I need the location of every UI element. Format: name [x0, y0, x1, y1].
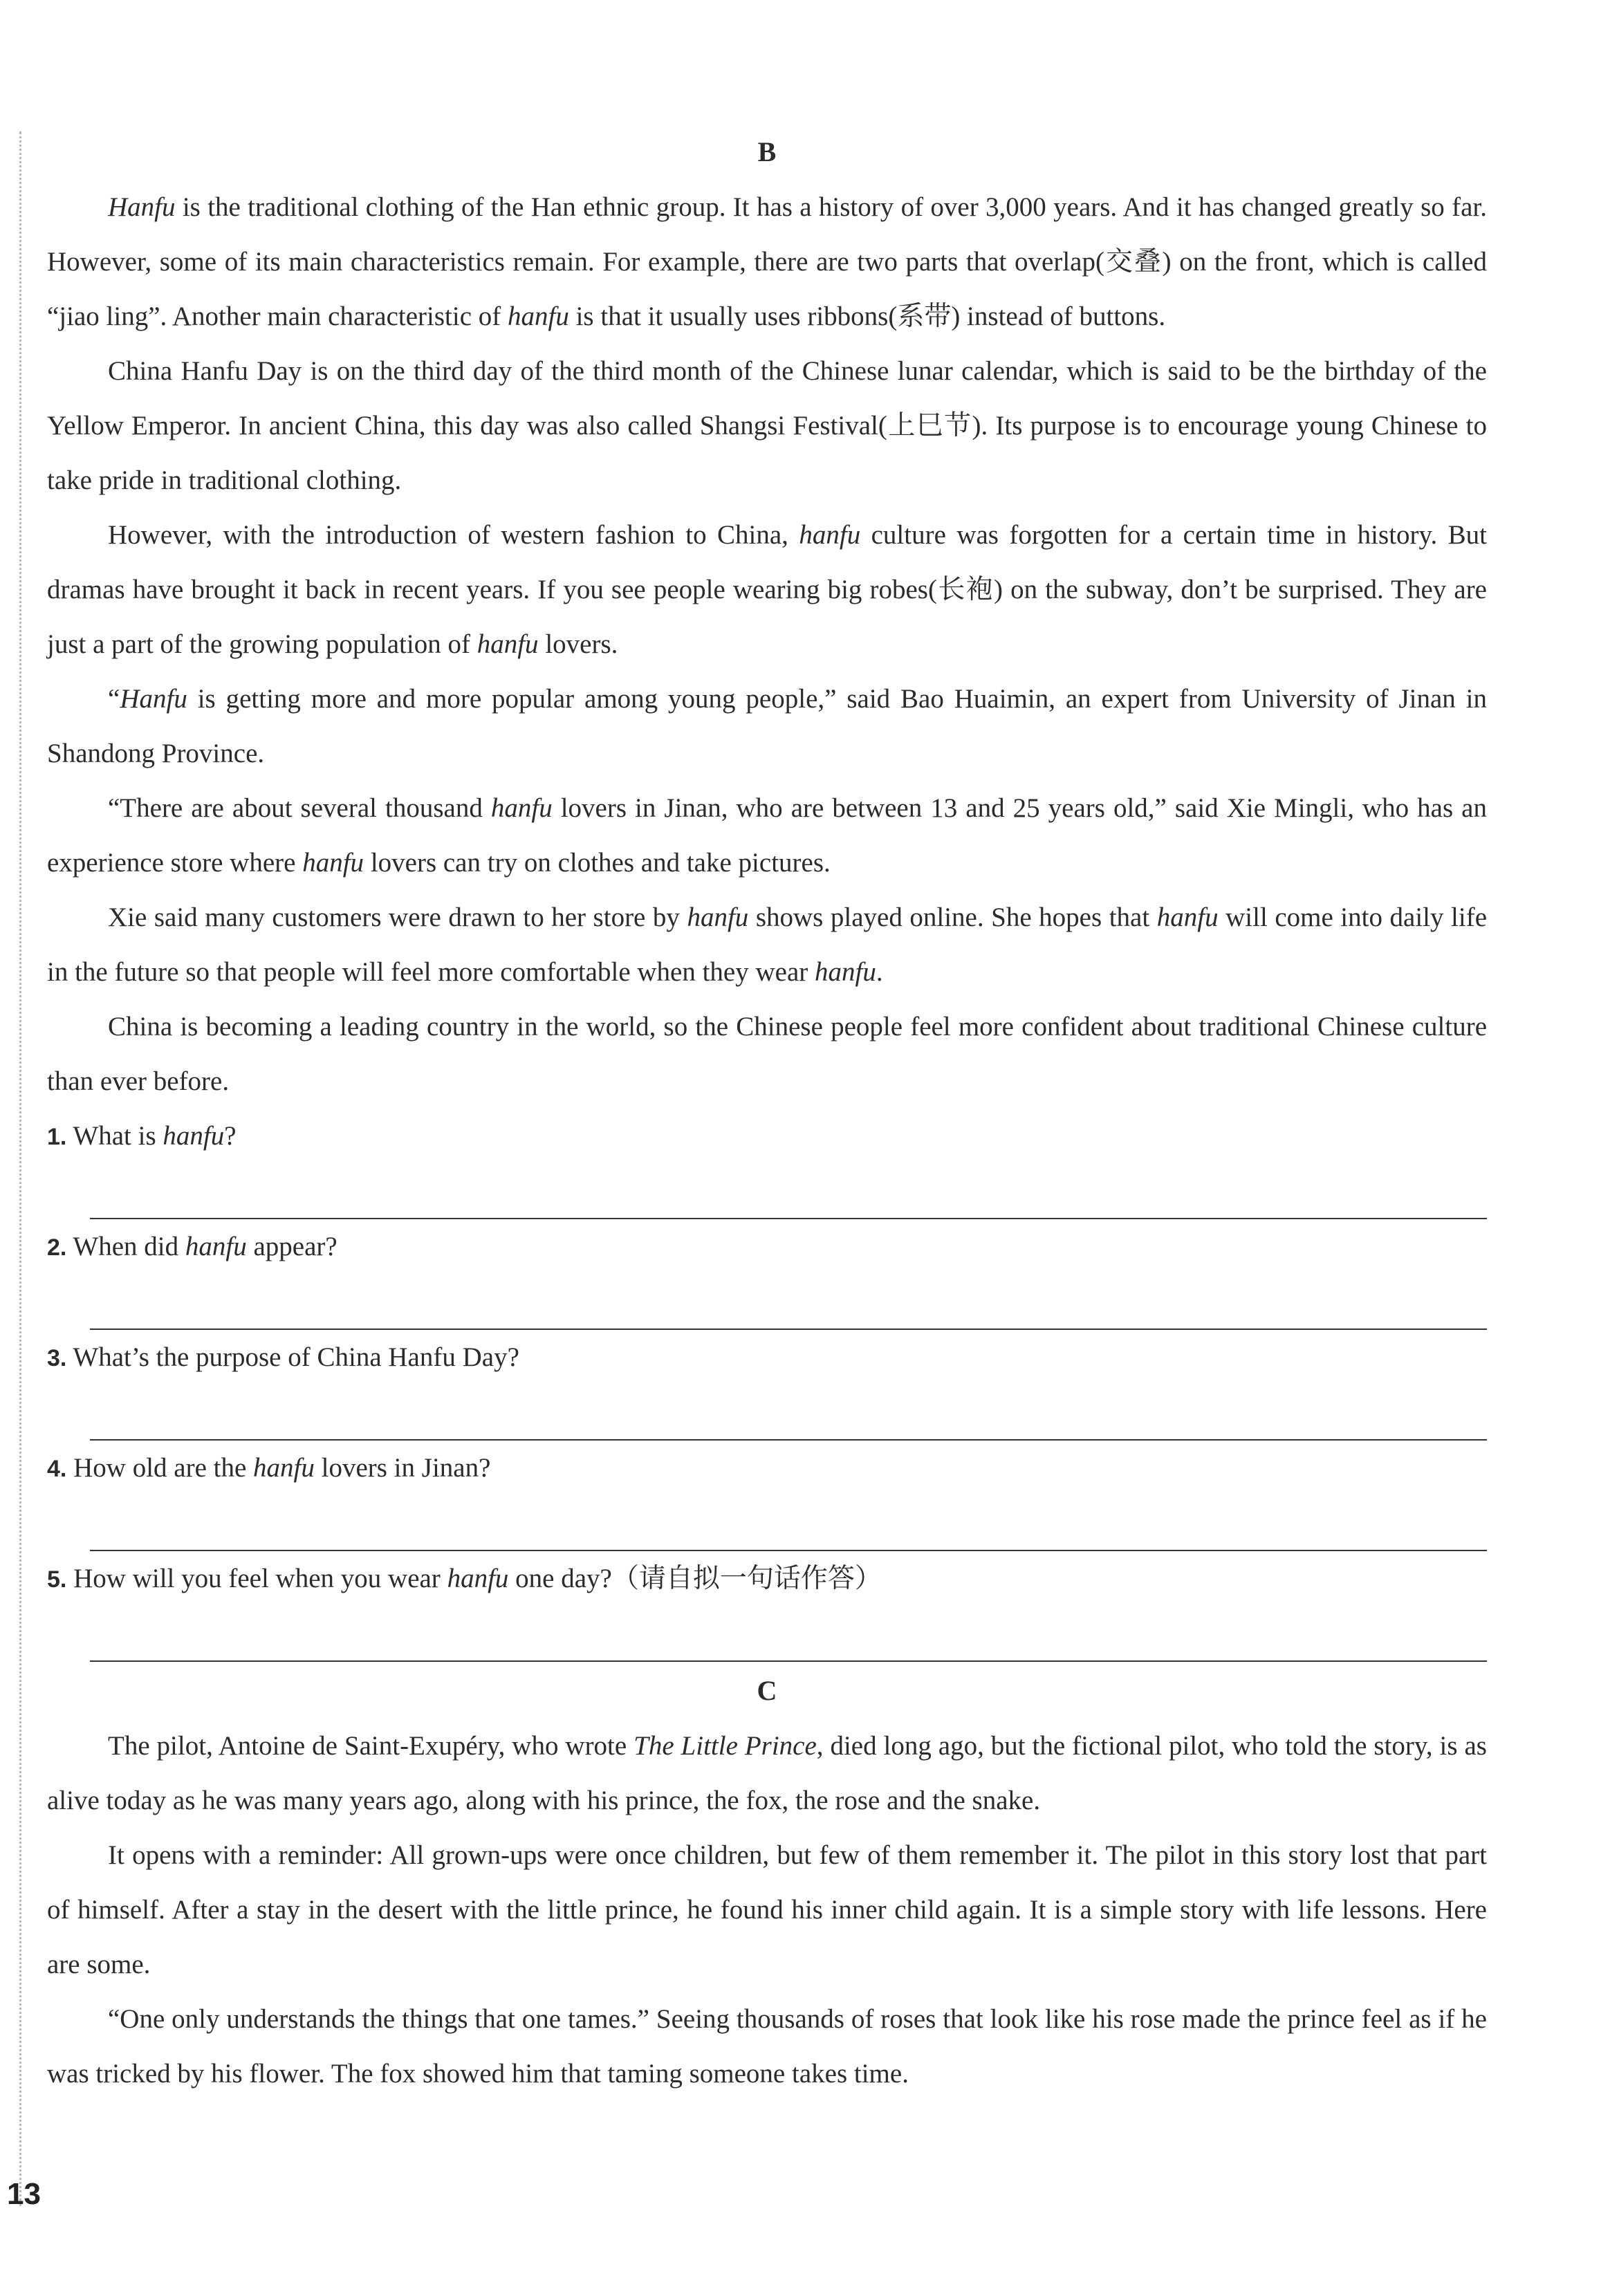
question-text: How old are the	[66, 1453, 254, 1483]
text: “	[108, 684, 120, 714]
answer-line-3[interactable]	[90, 1386, 1487, 1441]
question-text: When did	[66, 1232, 185, 1261]
page-number: 13	[7, 2177, 41, 2211]
question-number: 4.	[47, 1456, 67, 1482]
text: culture was forgotten for a certain time in history. But dramas have brought it back in recent years. If you see people wearing big robes(长袍) on the subway, don’t be surprised. They are just a part of the growing population of	[47, 520, 1488, 659]
question-4	[47, 1441, 1487, 1497]
book-title: The Little Prince	[633, 1731, 817, 1761]
question-text: ?	[224, 1121, 237, 1151]
question-text: What is	[66, 1121, 163, 1151]
answer-line-5[interactable]	[90, 1607, 1487, 1662]
section-b-paragraph-7	[47, 999, 1487, 1109]
italic-term: hanfu	[185, 1232, 247, 1261]
italic-term: hanfu	[163, 1121, 225, 1151]
italic-term: hanfu	[490, 793, 553, 823]
text: China Hanfu Day is on the third day of the third month of the Chinese lunar calendar, which is said to be the birthday of the Yellow Emperor. In ancient China, this day was also called Shangsi Festival(上巳节). Its purpose is to encourage young Chinese to take pride in traditional clothing.	[47, 356, 1487, 495]
question-number: 1.	[47, 1124, 67, 1150]
question-number: 2.	[47, 1234, 67, 1261]
text: It opens with a reminder: All grown-ups were once children, but few of them remember it. The pilot in this story lost that part of himself. After a stay in the desert with the little prince, he found his inner child again. It is a simple story with life lessons. Here are some.	[47, 1840, 1487, 1979]
question-text: How will you feel when you wear	[66, 1564, 447, 1593]
text: lovers can try on clothes and take pictures.	[364, 848, 831, 878]
text: “There are about several thousand	[108, 793, 491, 823]
question-2	[47, 1219, 1487, 1275]
section-b-heading: B	[757, 136, 777, 167]
question-text: What’s the purpose of China Hanfu Day?	[66, 1342, 519, 1372]
text: .	[876, 957, 883, 987]
text: The pilot, Antoine de Saint-Exupéry, who wrote	[108, 1731, 634, 1761]
section-c-heading: C	[757, 1675, 777, 1706]
question-text: lovers in Jinan?	[314, 1453, 491, 1483]
text: , died long ago, but the fictional pilot, who told the story, is as alive today as he was many years ago, along with his prince, the fox, the rose and the snake.	[47, 1731, 1487, 1815]
italic-term: hanfu	[1156, 902, 1219, 932]
question-1	[47, 1109, 1487, 1165]
answer-line-2[interactable]	[90, 1275, 1487, 1330]
section-b-paragraph-6	[47, 890, 1487, 999]
italic-term: Hanfu	[120, 684, 187, 714]
text: shows played online. She hopes that	[748, 902, 1157, 932]
text: is getting more and more popular among young people,” said Bao Huaimin, an expert from University of Jinan in Shandong Province.	[47, 684, 1487, 768]
text: will come into daily life in the future so that people will feel more comfortable when they wear	[47, 902, 1488, 987]
italic-term: hanfu	[687, 902, 749, 932]
section-b-paragraph-3	[47, 508, 1487, 672]
section-b-paragraph-5	[47, 781, 1487, 890]
text: China is becoming a leading country in the world, so the Chinese people feel more confident about traditional Chinese culture than ever before.	[47, 1012, 1487, 1096]
text: lovers in Jinan, who are between 13 and 25 years old,” said Xie Mingli, who has an experience store where	[47, 793, 1487, 878]
italic-term: Hanfu	[108, 192, 176, 222]
section-b-paragraph-4	[47, 672, 1487, 781]
question-number: 3.	[47, 1345, 67, 1371]
italic-term: hanfu	[447, 1564, 509, 1593]
section-c-paragraph-1	[47, 1719, 1487, 1828]
section-b-paragraph-1	[47, 180, 1487, 344]
section-c-paragraph-3	[47, 1992, 1487, 2101]
italic-term: hanfu	[815, 957, 876, 987]
italic-term: hanfu	[476, 629, 539, 659]
text: is that it usually uses ribbons(系带) instead of buttons.	[568, 302, 1166, 331]
text: is the traditional clothing of the Han ethnic group. It has a history of over 3,000 years. And it has changed greatly so far. However, some of its main characteristics remain. For example, there are two parts that overlap(交叠) on the front, which is called “jiao ling”. Another main characteristic of	[47, 192, 1487, 331]
answer-line-1[interactable]	[90, 1165, 1487, 1219]
text: However, with the introduction of western fashion to China,	[108, 520, 799, 550]
italic-term: hanfu	[799, 520, 861, 550]
page-content	[47, 124, 1487, 2101]
italic-term: hanfu	[508, 302, 569, 331]
italic-term: hanfu	[253, 1453, 315, 1483]
question-text: appear?	[246, 1232, 337, 1261]
question-3	[47, 1330, 1487, 1386]
italic-term: hanfu	[302, 848, 364, 878]
text: lovers.	[538, 629, 618, 659]
question-text: one day?（请自拟一句话作答）	[508, 1564, 882, 1593]
text: Xie said many customers were drawn to her store by	[108, 902, 687, 932]
question-number: 5.	[47, 1566, 67, 1593]
question-5	[47, 1551, 1487, 1607]
margin-dotted-line	[19, 131, 21, 2206]
answer-line-4[interactable]	[90, 1497, 1487, 1551]
section-c-paragraph-2	[47, 1828, 1487, 1992]
text: “One only understands the things that one tames.” Seeing thousands of roses that look like his rose made the prince feel as if he was tricked by his flower. The fox showed him that taming someone takes time.	[47, 2004, 1487, 2089]
section-b-paragraph-2	[47, 344, 1487, 508]
